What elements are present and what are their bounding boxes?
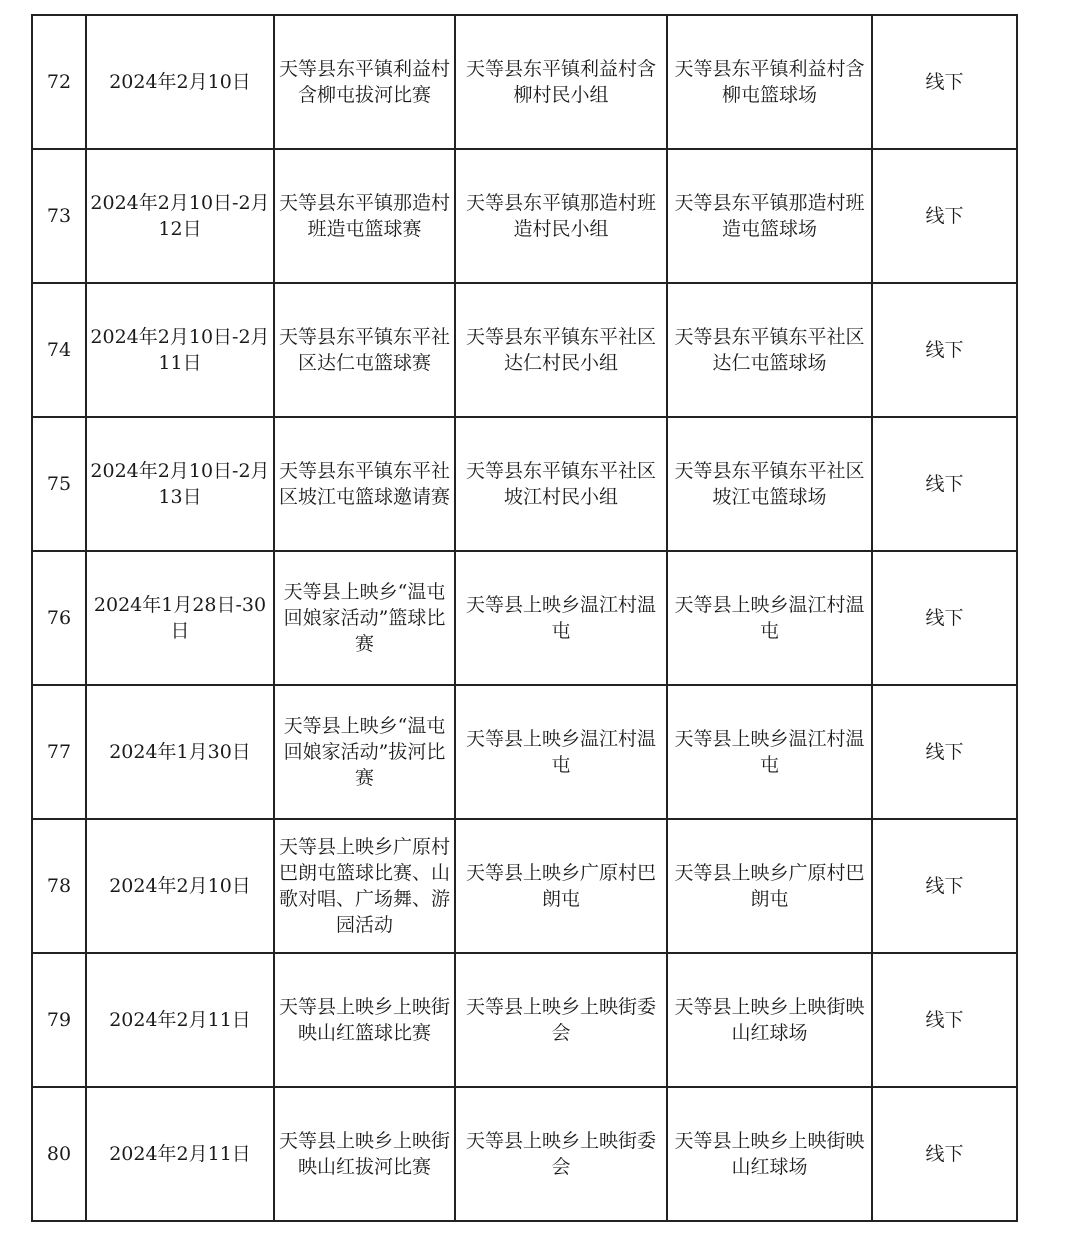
event-mode: 线下 [872,1087,1017,1221]
event-date: 2024年2月10日 [86,819,274,953]
event-date: 2024年1月30日 [86,685,274,819]
row-number: 78 [32,819,86,953]
row-number: 77 [32,685,86,819]
event-name: 天等县上映乡上映街映山红篮球比赛 [274,953,455,1087]
table-row [32,283,1017,417]
event-name: 天等县东平镇那造村班造屯篮球赛 [274,149,455,283]
event-name: 天等县东平镇东平社区坡江屯篮球邀请赛 [274,417,455,551]
table-row [32,953,1017,1087]
event-venue: 天等县东平镇那造村班造屯篮球场 [667,149,872,283]
event-venue: 天等县上映乡上映街映山红球场 [667,1087,872,1221]
event-organizer: 天等县上映乡温江村温屯 [455,685,667,819]
event-mode: 线下 [872,953,1017,1087]
event-organizer: 天等县东平镇那造村班造村民小组 [455,149,667,283]
event-date: 2024年2月11日 [86,953,274,1087]
event-name: 天等县上映乡“温屯回娘家活动”拔河比赛 [274,685,455,819]
event-organizer: 天等县上映乡上映街委会 [455,953,667,1087]
event-venue: 天等县上映乡广原村巴朗屯 [667,819,872,953]
row-number: 76 [32,551,86,685]
event-mode: 线下 [872,283,1017,417]
table-row [32,685,1017,819]
event-organizer: 天等县东平镇利益村含柳村民小组 [455,15,667,149]
event-date: 2024年2月10日 [86,15,274,149]
event-name: 天等县东平镇利益村含柳屯拔河比赛 [274,15,455,149]
event-name: 天等县上映乡广原村巴朗屯篮球比赛、山歌对唱、广场舞、游园活动 [274,819,455,953]
event-date: 2024年2月10日-2月13日 [86,417,274,551]
table-row [32,417,1017,551]
event-mode: 线下 [872,819,1017,953]
event-venue: 天等县上映乡温江村温屯 [667,551,872,685]
event-venue: 天等县上映乡上映街映山红球场 [667,953,872,1087]
event-venue: 天等县东平镇东平社区坡江屯篮球场 [667,417,872,551]
event-table-body [32,15,1017,1221]
table-row [32,149,1017,283]
event-venue: 天等县东平镇东平社区达仁屯篮球场 [667,283,872,417]
row-number: 73 [32,149,86,283]
event-name: 天等县东平镇东平社区达仁屯篮球赛 [274,283,455,417]
event-date: 2024年1月28日-30日 [86,551,274,685]
event-date: 2024年2月11日 [86,1087,274,1221]
event-name: 天等县上映乡“温屯回娘家活动”篮球比赛 [274,551,455,685]
event-name: 天等县上映乡上映街映山红拔河比赛 [274,1087,455,1221]
event-venue: 天等县东平镇利益村含柳屯篮球场 [667,15,872,149]
table-row [32,551,1017,685]
row-number: 80 [32,1087,86,1221]
row-number: 75 [32,417,86,551]
event-table [31,14,1018,1222]
event-organizer: 天等县上映乡广原村巴朗屯 [455,819,667,953]
row-number: 74 [32,283,86,417]
table-row [32,15,1017,149]
event-organizer: 天等县东平镇东平社区达仁村民小组 [455,283,667,417]
event-organizer: 天等县东平镇东平社区坡江村民小组 [455,417,667,551]
event-venue: 天等县上映乡温江村温屯 [667,685,872,819]
event-mode: 线下 [872,685,1017,819]
row-number: 72 [32,15,86,149]
table-row [32,819,1017,953]
event-mode: 线下 [872,15,1017,149]
event-organizer: 天等县上映乡温江村温屯 [455,551,667,685]
event-mode: 线下 [872,149,1017,283]
event-organizer: 天等县上映乡上映街委会 [455,1087,667,1221]
event-date: 2024年2月10日-2月12日 [86,149,274,283]
event-mode: 线下 [872,551,1017,685]
row-number: 79 [32,953,86,1087]
event-date: 2024年2月10日-2月11日 [86,283,274,417]
event-mode: 线下 [872,417,1017,551]
event-table-page [31,14,1016,1222]
table-row [32,1087,1017,1221]
